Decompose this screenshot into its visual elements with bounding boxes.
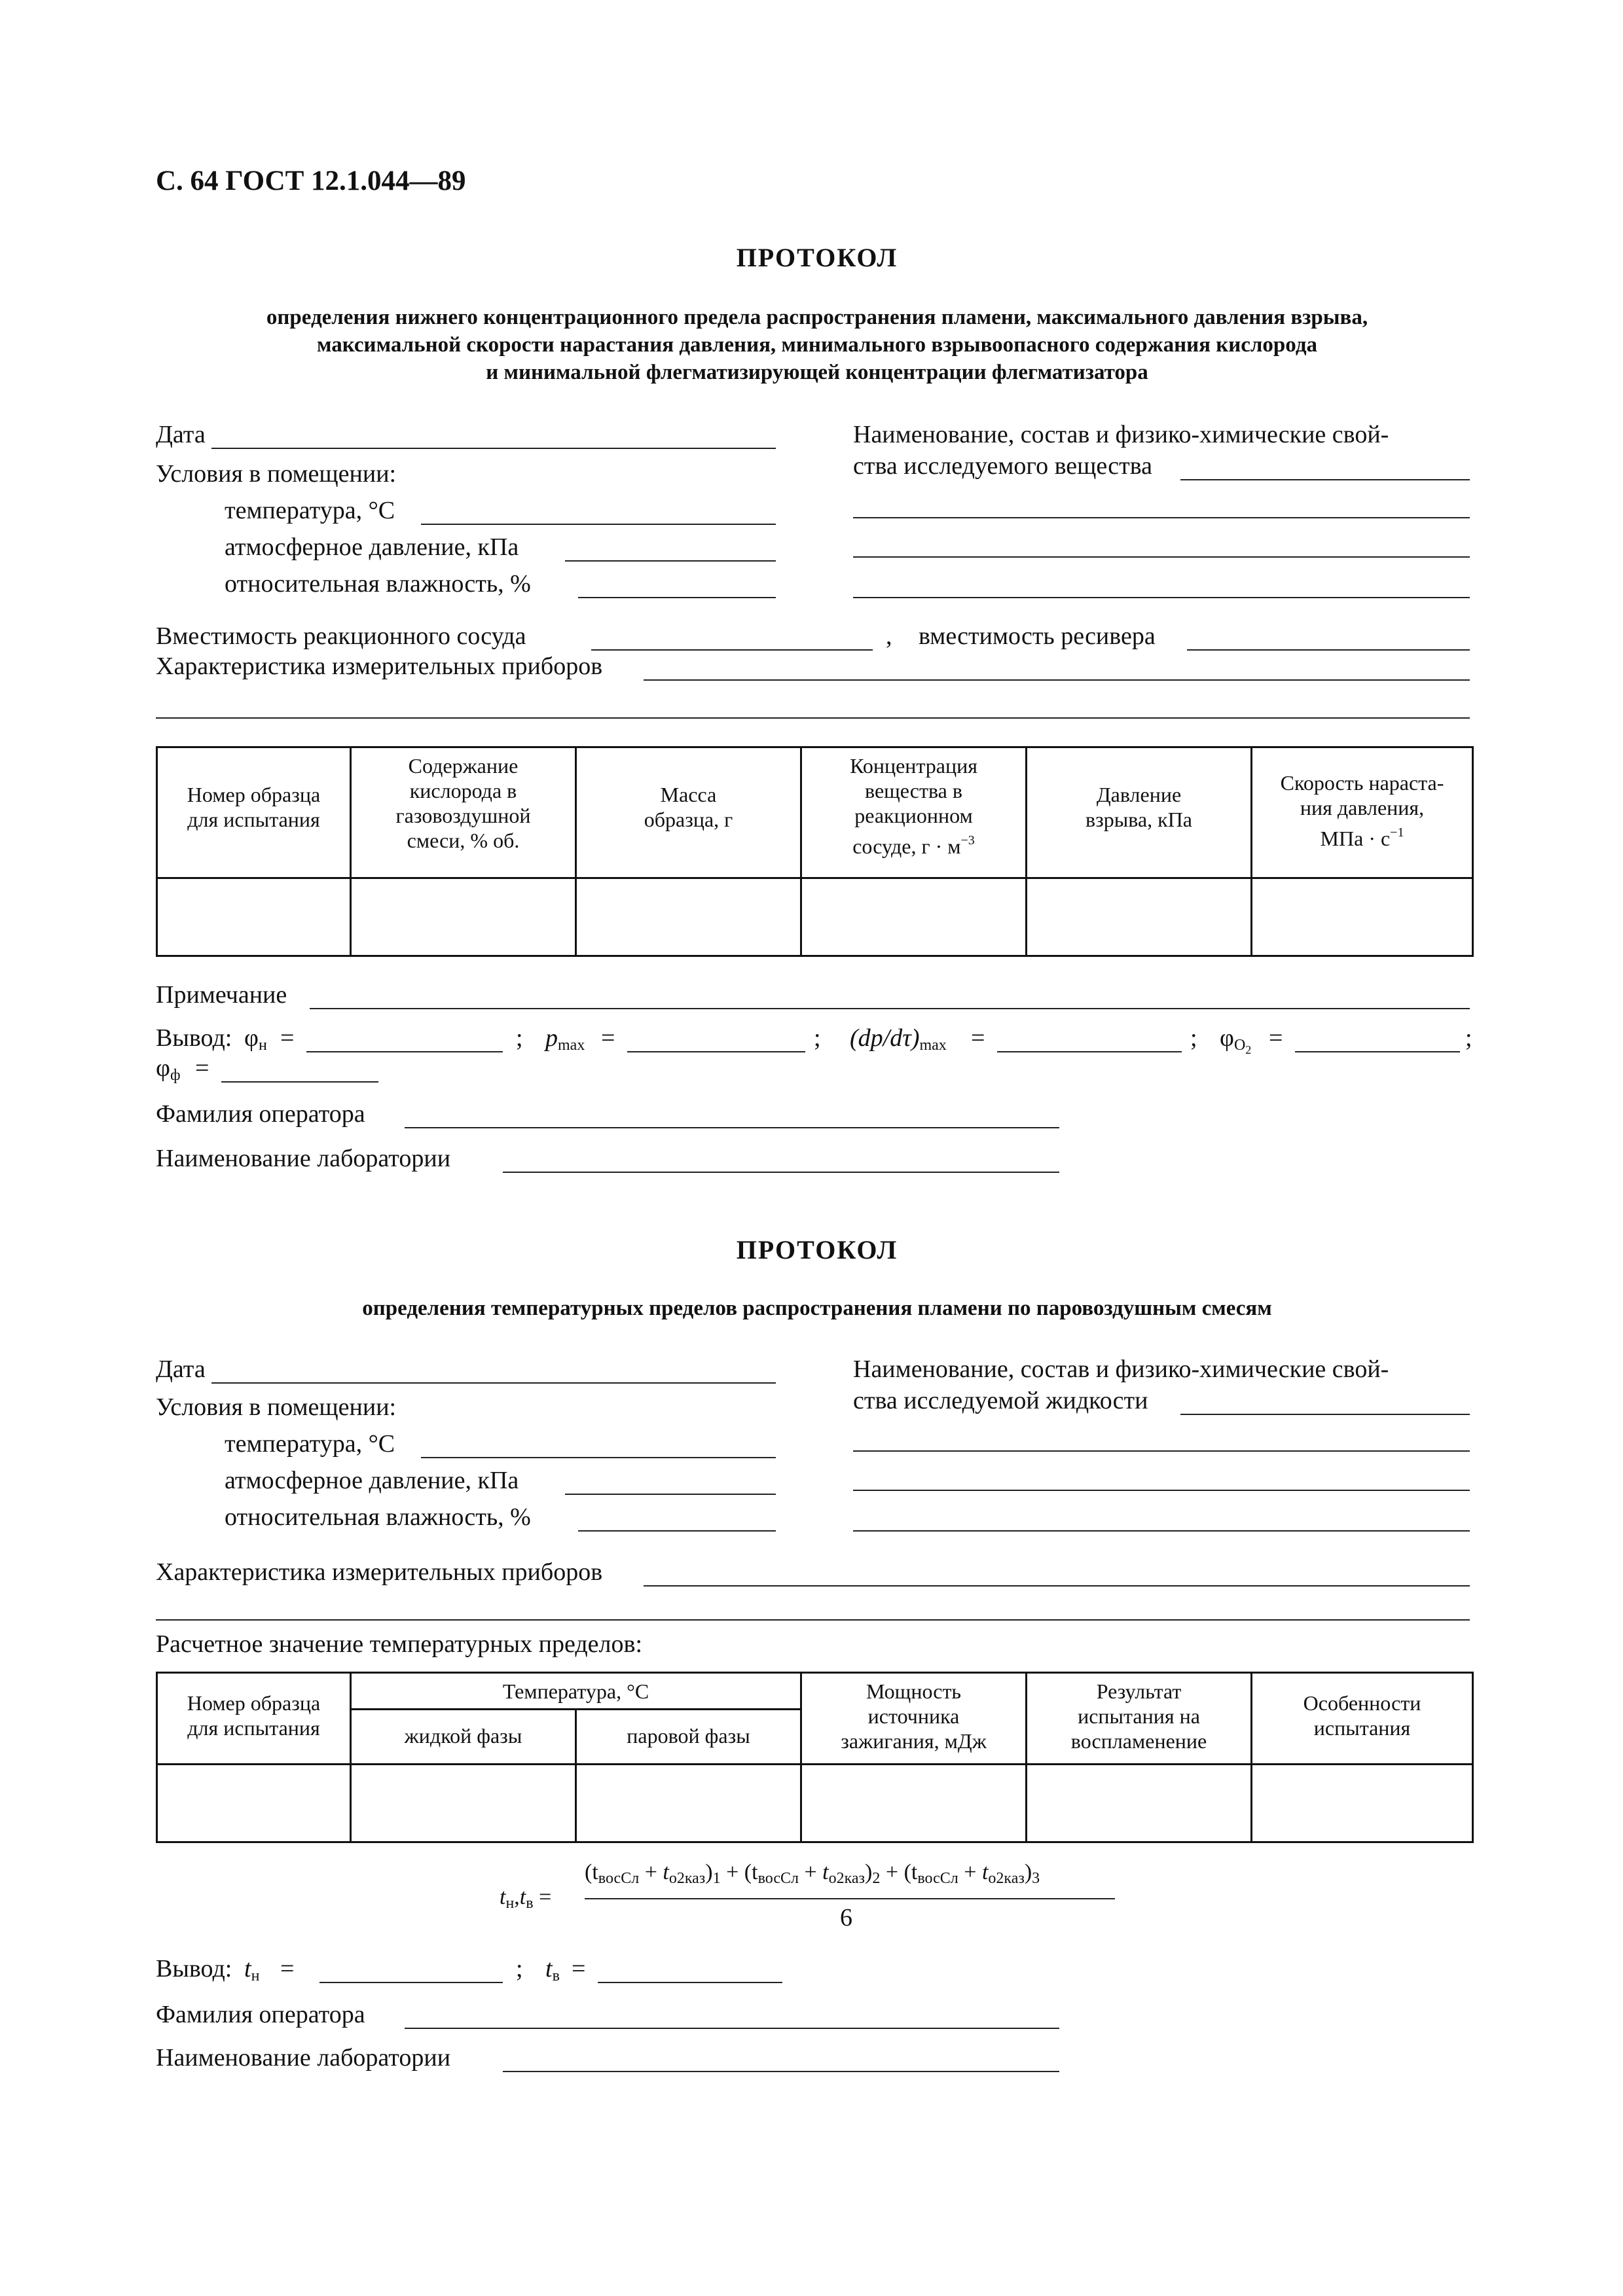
instruments-label-2: Характеристика измерительных приборов <box>156 1558 603 1586</box>
semicolon-1: ; <box>516 1024 523 1052</box>
temperature-field-2[interactable] <box>421 1457 776 1458</box>
receiver-label: вместимость ресивера <box>919 622 1156 650</box>
tn-symbol: $t_н$ <box>244 1955 260 1984</box>
subtitle-line-2: максимальной скорости нарастания давления, минимального взрывоопасного содержания кислорода <box>316 333 1318 357</box>
phi-f-symbol: $\varphi_ф$ <box>156 1054 181 1084</box>
col-explosion-pressure: Давление взрыва, кПа <box>1027 747 1252 878</box>
table-header-row <box>157 1673 1473 1710</box>
table-cell[interactable] <box>1252 878 1473 956</box>
page-header: С. 64 ГОСТ 12.1.044—89 <box>156 166 466 196</box>
pressure-field[interactable] <box>565 560 776 562</box>
humidity-label-2: относительная влажность, % <box>225 1503 531 1531</box>
col-sample-mass: Масса образца, г <box>576 747 801 878</box>
table-cell[interactable] <box>351 878 576 956</box>
protocol1-title: ПРОТОКОЛ <box>736 243 898 272</box>
humidity-label: относительная влажность, % <box>225 570 531 598</box>
phi-n-field[interactable] <box>306 1051 503 1052</box>
col-temperature-group: Температура, °С <box>351 1673 801 1710</box>
col-concentration: Концентрация вещества в реакционном сосуде, $г \cdot м^{-3}$ <box>801 747 1027 878</box>
humidity-field-2[interactable] <box>578 1530 776 1532</box>
substance-label-1: Наименование, состав и физико-химические свой- <box>853 421 1389 448</box>
pressure-field-2[interactable] <box>565 1494 776 1495</box>
substance-field-1[interactable] <box>1180 479 1470 480</box>
table-row <box>157 1765 1473 1842</box>
substance-label-2-2: ства исследуемой жидкости <box>853 1387 1148 1414</box>
semicolon-3: ; <box>1190 1024 1197 1052</box>
humidity-field[interactable] <box>578 597 776 598</box>
instruments-field-2-1[interactable] <box>644 1585 1470 1587</box>
conditions-label-2: Условия в помещении: <box>156 1393 397 1421</box>
substance-field-3[interactable] <box>853 556 1470 558</box>
col-vapor-phase: паровой фазы <box>576 1710 801 1765</box>
date-field-2[interactable] <box>211 1382 776 1384</box>
lab-label: Наименование лаборатории <box>156 1145 451 1172</box>
col-sample-number: Номер образца для испытания <box>157 1673 351 1765</box>
date-field[interactable] <box>211 448 776 449</box>
receiver-field[interactable] <box>1187 649 1470 651</box>
date-label: Дата <box>156 421 206 448</box>
col-ignition-result: Результат испытания на воспламенение <box>1027 1673 1252 1765</box>
table-row <box>157 878 1473 956</box>
substance-label-2: ства исследуемого вещества <box>853 452 1153 480</box>
col-pressure-rate: Скорость нараста- ния давления, МПа · $с^{-1}$ <box>1252 747 1473 878</box>
protocol2-table <box>156 1672 1474 1843</box>
lab-label-2: Наименование лаборатории <box>156 2044 451 2072</box>
conclusion-label-2: Вывод: <box>156 1955 232 1982</box>
table-cell[interactable] <box>1252 1765 1473 1842</box>
dpdt-field[interactable] <box>997 1051 1182 1052</box>
note-field[interactable] <box>310 1008 1470 1009</box>
substance-field-2[interactable] <box>853 517 1470 518</box>
lab-field[interactable] <box>503 1172 1059 1173</box>
fraction-bar <box>585 1898 1115 1899</box>
semicolon-2: ; <box>814 1024 821 1052</box>
pmax-symbol: $p_{max}$ <box>545 1024 585 1054</box>
table-cell[interactable] <box>576 1765 801 1842</box>
table-cell[interactable] <box>1027 878 1252 956</box>
formula-denominator: 6 <box>840 1904 852 1931</box>
col-sample-number: Номер образца для испытания <box>157 747 351 878</box>
date-label-2: Дата <box>156 1355 206 1383</box>
protocol2-title: ПРОТОКОЛ <box>736 1235 898 1265</box>
formula-numerator: $(t_{восСл} + t_{о2каз})_1 + (t_{восСл} + t_{о2каз})_2 + (t_{восСл} + t_{о2каз})_3$ <box>585 1860 1040 1887</box>
note-label: Примечание <box>156 981 287 1009</box>
phi-n-symbol: $\varphi_н$ <box>244 1024 267 1054</box>
eq-2: = <box>601 1024 615 1052</box>
protocol2-subtitle: определения температурных пределов распространения пламени по паровоздушным смесям <box>362 1297 1272 1320</box>
vessel-label: Вместимость реакционного сосуда <box>156 622 526 650</box>
instruments-field-2-2[interactable] <box>156 1619 1470 1621</box>
vessel-field[interactable] <box>591 649 873 651</box>
table-cell[interactable] <box>801 1765 1027 1842</box>
semicolon-4: ; <box>1465 1024 1472 1052</box>
eq-tn: = <box>280 1955 295 1982</box>
liquid-field-4[interactable] <box>853 1530 1470 1532</box>
instruments-field-1[interactable] <box>644 679 1470 681</box>
temperature-label: температура, °С <box>225 497 395 524</box>
comma: , <box>886 622 892 650</box>
eq-5: = <box>195 1054 210 1082</box>
table-cell[interactable] <box>351 1765 576 1842</box>
eq-tv: = <box>572 1955 586 1982</box>
col-liquid-phase: жидкой фазы <box>351 1710 576 1765</box>
eq-1: = <box>280 1024 295 1052</box>
formula-lhs: $t_н,t_в$ = <box>500 1885 552 1912</box>
subtitle-line-3: и минимальной флегматизирующей концентрации флегматизатора <box>486 361 1148 384</box>
tv-symbol: $t_в$ <box>545 1955 560 1984</box>
pmax-field[interactable] <box>627 1051 805 1052</box>
operator-label: Фамилия оператора <box>156 1100 365 1128</box>
table-cell[interactable] <box>157 1765 351 1842</box>
operator-label-2: Фамилия оператора <box>156 2001 365 2028</box>
phi-o2-symbol: $\varphi_{O2}$ <box>1220 1024 1252 1056</box>
temperature-field[interactable] <box>421 524 776 525</box>
dpdt-symbol: $(dp/d\tau)_{max}$ <box>850 1024 947 1054</box>
table-cell[interactable] <box>801 878 1027 956</box>
conditions-label: Условия в помещении: <box>156 460 397 488</box>
liquid-field-2[interactable] <box>853 1450 1470 1452</box>
operator-field-2[interactable] <box>405 2028 1059 2029</box>
phi-f-field[interactable] <box>221 1081 378 1083</box>
calc-label: Расчетное значение температурных пределов: <box>156 1630 643 1658</box>
eq-4: = <box>1269 1024 1283 1052</box>
phi-o2-field[interactable] <box>1295 1051 1460 1052</box>
tn-field[interactable] <box>319 1982 503 1983</box>
table-cell[interactable] <box>157 878 351 956</box>
operator-field[interactable] <box>405 1127 1059 1128</box>
col-oxygen-content: Содержание кислорода в газовоздушной смеси, % об. <box>351 747 576 878</box>
liquid-field-3[interactable] <box>853 1490 1470 1491</box>
temperature-label-2: температура, °С <box>225 1430 395 1458</box>
eq-3: = <box>971 1024 985 1052</box>
substance-label-2-1: Наименование, состав и физико-химические свой- <box>853 1355 1389 1383</box>
subtitle-line-1: определения нижнего концентрационного предела распространения пламени, максимального давления взрыва, <box>266 306 1368 329</box>
table-cell[interactable] <box>1027 1765 1252 1842</box>
instruments-field-2[interactable] <box>156 717 1470 719</box>
col-ignition-power: Мощность источника зажигания, мДж <box>801 1673 1027 1765</box>
tv-field[interactable] <box>598 1982 782 1983</box>
instruments-label: Характеристика измерительных приборов <box>156 653 603 680</box>
pressure-label: атмосферное давление, кПа <box>225 533 519 561</box>
table-cell[interactable] <box>576 878 801 956</box>
col-test-features: Особенности испытания <box>1252 1673 1473 1765</box>
protocol1-subtitle <box>156 304 1478 386</box>
conclusion-label: Вывод: <box>156 1024 232 1052</box>
lab-field-2[interactable] <box>503 2071 1059 2072</box>
table-header-row <box>157 747 1473 878</box>
liquid-field-1[interactable] <box>1180 1414 1470 1415</box>
semicolon-tn: ; <box>516 1955 523 1982</box>
pressure-label-2: атмосферное давление, кПа <box>225 1467 519 1494</box>
substance-field-4[interactable] <box>853 597 1470 598</box>
protocol1-table <box>156 746 1474 957</box>
